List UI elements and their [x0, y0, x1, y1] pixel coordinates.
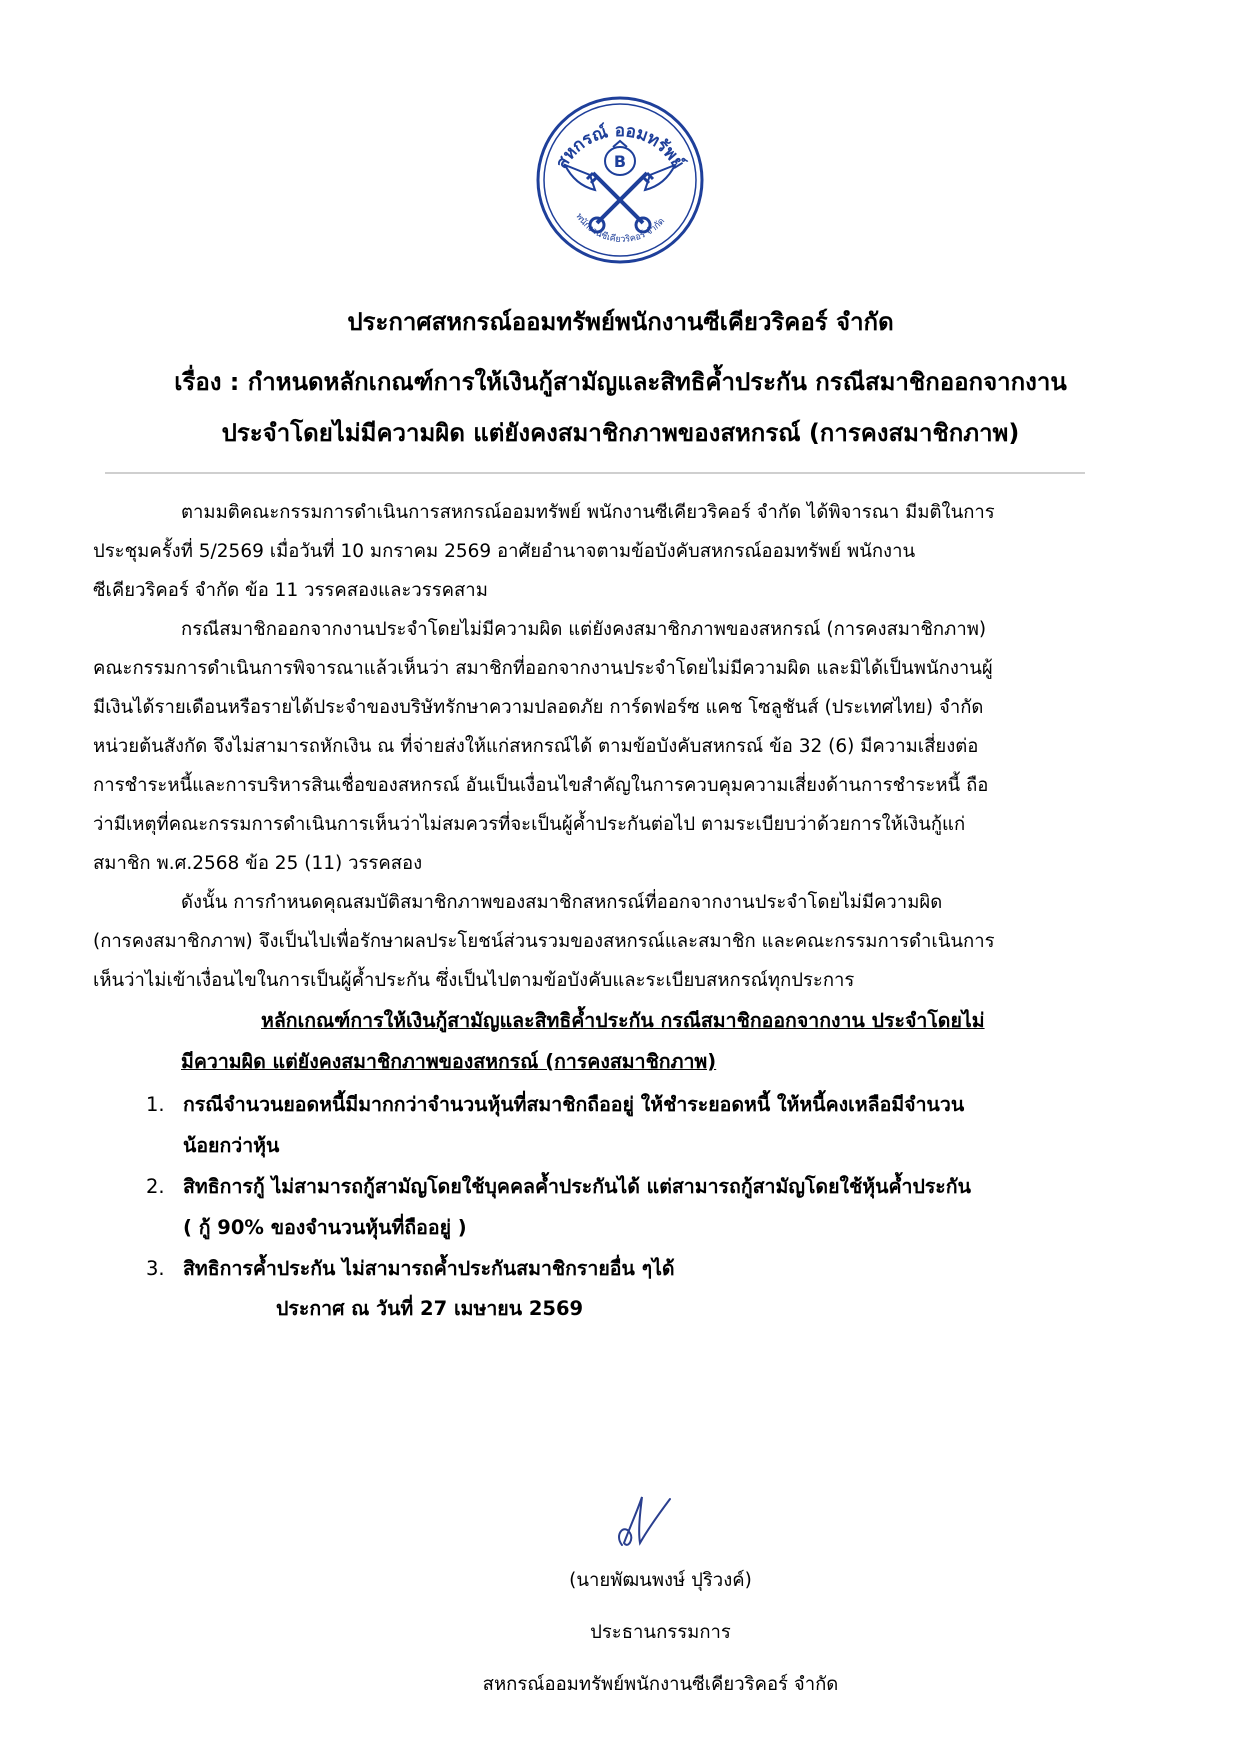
- item-number: 2.: [146, 1175, 165, 1198]
- item-line-1: กรณีจำนวนยอดหนี้มีมากกว่าจำนวนหุ้นที่สมาชิกถืออยู่ ให้ชำระยอดหนี้ ให้หนี้คงเหลือมีจำนวน: [183, 1093, 965, 1116]
- subject-line-1: เรื่อง : กำหนดหลักเกณฑ์การให้เงินกู้สามัญและสิทธิค้ำประกัน กรณีสมาชิกออกจากงาน: [174, 368, 1067, 396]
- criteria-item-2: [93, 1166, 1143, 1248]
- p2-line-6: ว่ามีเหตุที่คณะกรรมการดำเนินการเห็นว่าไม่สมควรที่จะเป็นผู้ค้ำประกันต่อไป ตามระเบียบว่าด้วยการให้เงินกู้แก่: [93, 814, 966, 835]
- item-number: 1.: [146, 1093, 165, 1116]
- svg-text:พนักงานซีเคียวริคอร์ จำกัด: [573, 212, 667, 245]
- p3-line-3: เห็นว่าไม่เข้าเงื่อนไขในการเป็นผู้ค้ำประกัน ซึ่งเป็นไปตามข้อบังคับและระเบียบสหกรณ์ทุกประการ: [93, 970, 855, 991]
- logo-center-letter: B: [613, 152, 627, 171]
- header-divider: [105, 472, 1085, 474]
- logo-bottom-text: พนักงานซีเคียวริคอร์ จำกัด: [573, 211, 668, 245]
- p2-line-7: สมาชิก พ.ศ.2568 ข้อ 25 (11) วรรคสอง: [93, 853, 423, 874]
- p2-line-5: การชำระหนี้และการบริหารสินเชื่อของสหกรณ์ อันเป็นเงื่อนไขสำคัญในการควบคุมความเสี่ยงด้านการชำระหนี้ ถือ: [93, 775, 989, 796]
- p2-line-4: หน่วยต้นสังกัด จึงไม่สามารถหักเงิน ณ ที่จ่ายส่งให้แก่สหกรณ์ได้ ตามข้อบังคับสหกรณ์ ข้อ 32 (6) มีความเสี่ยงต่อ: [93, 736, 979, 757]
- subject-line-2: ประจำโดยไม่มีความผิด แต่ยังคงสมาชิกภาพของสหกรณ์ (การคงสมาชิกภาพ): [221, 419, 1020, 447]
- announcement-date: ประกาศ ณ วันที่ 27 เมษายน 2569: [276, 1297, 584, 1320]
- criteria-heading-line-1: หลักเกณฑ์การให้เงินกู้สามัญและสิทธิค้ำประกัน กรณีสมาชิกออกจากงาน ประจำโดยไม่: [261, 1009, 985, 1032]
- p2-line-2: คณะกรรมการดำเนินการพิจารณาแล้วเห็นว่า สมาชิกที่ออกจากงานประจำโดยไม่มีความผิด และมิได้เป็นพนักงานผู้: [93, 658, 993, 679]
- item-line-1: สิทธิการค้ำประกัน ไม่สามารถค้ำประกันสมาชิกรายอื่น ๆได้: [183, 1257, 675, 1280]
- p1-line-1: ตามมติคณะกรรมการดำเนินการสหกรณ์ออมทรัพย์ พนักงานซีเคียวริคอร์ จำกัด ได้พิจารณา มีมติในการ: [181, 502, 995, 523]
- criteria-item-3: [93, 1248, 1143, 1289]
- item-line-2: ( กู้ 90% ของจำนวนหุ้นที่ถืออยู่ ): [183, 1216, 467, 1239]
- handwritten-signature-icon: [600, 1487, 690, 1557]
- signer-name: (นายพัฒนพงษ์ ปุริวงค์): [569, 1570, 752, 1591]
- signer-organization: สหกรณ์ออมทรัพย์พนักงานซีเคียวริคอร์ จำกัด: [482, 1674, 839, 1695]
- paragraph-case: [93, 610, 1143, 883]
- announcement-title: ประกาศสหกรณ์ออมทรัพย์พนักงานซีเคียวริคอร์ จำกัด: [347, 308, 894, 336]
- signer-position: ประธานกรรมการ: [590, 1622, 731, 1643]
- criteria-heading-line-2: มีความผิด แต่ยังคงสมาชิกภาพของสหกรณ์ (การคงสมาชิกภาพ): [181, 1050, 717, 1073]
- p1-line-3: ซีเคียวริคอร์ จำกัด ข้อ 11 วรรคสองและวรรคสาม: [93, 580, 488, 601]
- logo-top-text: สหกรณ์ ออมทรัพย์: [551, 121, 689, 173]
- p2-line-1: กรณีสมาชิกออกจากงานประจำโดยไม่มีความผิด แต่ยังคงสมาชิกภาพของสหกรณ์ (การคงสมาชิกภาพ): [181, 619, 987, 640]
- p1-line-2: ประชุมครั้งที่ 5/2569 เมื่อวันที่ 10 มกราคม 2569 อาศัยอำนาจตามข้อบังคับสหกรณ์ออมทรัพย์ พนักงาน: [93, 541, 916, 562]
- document-body: [93, 493, 1143, 1329]
- cooperative-logo-seal: [535, 95, 705, 265]
- criteria-list: [93, 1084, 1143, 1289]
- criteria-heading: [93, 1000, 1143, 1082]
- paragraph-conclusion: [93, 883, 1143, 1000]
- item-number: 3.: [146, 1257, 165, 1280]
- item-line-1: สิทธิการกู้ ไม่สามารถกู้สามัญโดยใช้บุคคลค้ำประกันได้ แต่สามารถกู้สามัญโดยใช้หุ้นค้ำประกัน: [183, 1175, 971, 1198]
- p3-line-1: ดังนั้น การกำหนดคุณสมบัติสมาชิกภาพของสมาชิกสหกรณ์ที่ออกจากงานประจำโดยไม่มีความผิด: [181, 892, 943, 913]
- p3-line-2: (การคงสมาชิกภาพ) จึงเป็นไปเพื่อรักษาผลประโยชน์ส่วนรวมของสหกรณ์และสมาชิก และคณะกรรมการดำเนินการ: [93, 931, 995, 952]
- paragraph-resolution: [93, 493, 1143, 610]
- item-line-2: น้อยกว่าหุ้น: [183, 1134, 280, 1157]
- p2-line-3: มีเงินได้รายเดือนหรือรายได้ประจำของบริษัทรักษาความปลอดภัย การ์ดฟอร์ซ แคช โซลูชันส์ (ประเทศไทย) จำกัด: [93, 697, 984, 718]
- criteria-item-1: [93, 1084, 1143, 1166]
